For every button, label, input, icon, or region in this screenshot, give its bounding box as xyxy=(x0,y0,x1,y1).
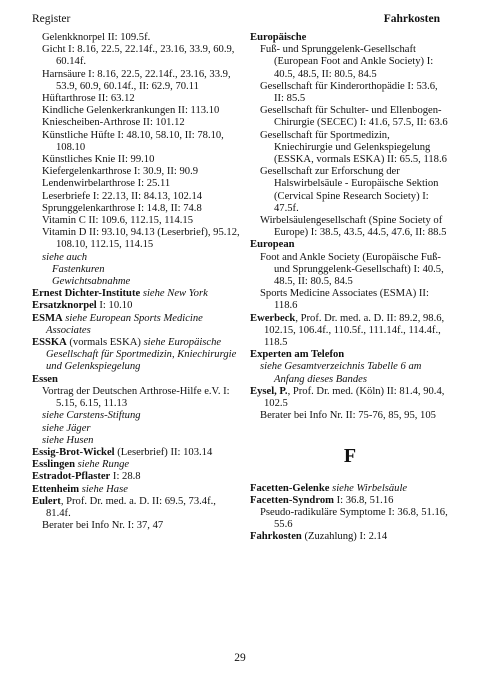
entry-heading: Esslingen xyxy=(32,459,75,471)
index-subentry: Fuß- und Sprunggelenk-Gesellschaft (European Foot and Ankle Society) I: 40.5, 48.5, II: 80.5, 84.5 xyxy=(260,44,434,80)
entry-heading: Essen xyxy=(32,373,58,385)
cross-reference: siehe Wirbelsäule xyxy=(332,482,408,494)
index-entry: Sprunggelenkarthrose I: 14.8, II: 74.8 xyxy=(42,202,202,214)
page-refs: , Prof. Dr. med. a. D. II: 89.2, 98.6, 102.15, 106.4f., 110.5f., 111.14f., 114.4f., 118.5 xyxy=(264,312,445,349)
entry-heading: European xyxy=(250,239,295,251)
page-refs: I: 10.10 xyxy=(99,300,133,312)
index-subentry: Pseudo-radikuläre Symptome I: 36.8, 51.16, 55.6 xyxy=(260,506,448,531)
entry-heading: Ersatzknorpel xyxy=(32,300,97,312)
cross-reference: siehe European Sports Medicine Associates xyxy=(46,312,203,336)
index-entry: Hüftarthrose II: 63.12 xyxy=(42,93,135,105)
index-entry xyxy=(32,459,240,471)
index-subentry: Foot and Ankle Society (Europäische Fuß- und Sprunggelenk-Gesellschaft) I: 40.5, 48.5, II: 80.5, 84.5 xyxy=(260,251,444,288)
index-entry xyxy=(250,531,450,543)
index-entry: Kniescheiben-Arthrose II: 101.12 xyxy=(42,117,185,129)
index-entry xyxy=(32,484,240,496)
entry-heading: Ernest Dichter-Institute xyxy=(32,288,141,300)
cross-reference: Gewichtsabnahme xyxy=(52,276,131,288)
page-refs: (Zuzahlung) I: 2.14 xyxy=(304,531,388,543)
entry-heading: Europäische xyxy=(250,32,307,43)
index-entry xyxy=(250,313,450,350)
entry-heading: Eysel, P. xyxy=(250,385,288,397)
page-refs: (Leserbrief) II: 103.14 xyxy=(117,446,213,458)
page-refs: , Prof. Dr. med. (Köln) II: 81.4, 90.4, 102.5 xyxy=(264,385,445,410)
index-subentry: Vortrag der Deutschen Arthrose-Hilfe e.V. I: 5.15, 6.15, 11.13 xyxy=(42,385,230,410)
index-entry xyxy=(250,495,450,507)
entry-heading: Eulert xyxy=(32,495,61,507)
index-entry xyxy=(32,300,240,312)
index-entry: Gicht I: 8.16, 22.5, 22.14f., 23.16, 33.9, 60.9, 60.14f. xyxy=(42,44,235,68)
index-subentry: Gesellschaft für Kinderorthopädie I: 53.6, II: 85.5 xyxy=(260,80,438,105)
index-subentry: Gesellschaft für Sportmedizin, Kniechirurgie und Gelenkspiegelung (ESSKA, vormals ESKA) II: 65.5, 118.6 xyxy=(260,129,447,166)
section-letter: F xyxy=(343,444,357,467)
index-entry xyxy=(32,447,240,459)
index-subentry: Berater bei Info Nr. II: 75-76, 85, 95, 105 xyxy=(260,410,436,422)
index-entry: Lendenwirbelarthrose I: 25.11 xyxy=(42,178,171,190)
index-column-left xyxy=(32,32,240,532)
index-entry: Vitamin C II: 109.6, 112.15, 114.15 xyxy=(42,215,194,227)
index-entry: Vitamin D II: 93.10, 94.13 (Leserbrief), 95.12, 108.10, 112.15, 114.15 xyxy=(42,227,240,251)
cross-reference: siehe Hase xyxy=(81,483,128,495)
page-refs: I: 36.8, 51.16 xyxy=(336,494,394,506)
index-entry: Leserbriefe I: 22.13, II: 84.13, 102.14 xyxy=(42,190,203,202)
cross-reference: siehe Jäger xyxy=(42,422,91,434)
entry-heading: Facetten-Syndrom xyxy=(250,494,334,506)
cross-reference: siehe Husen xyxy=(42,434,94,446)
index-subentry: Gesellschaft für Schulter- und Ellenbogen-Chirurgie (SECEC) I: 41.6, 57.5, II: 63.6 xyxy=(260,105,448,129)
cross-reference: siehe Carstens-Stiftung xyxy=(42,410,141,422)
index-subentry: Sports Medicine Associates (ESMA) II: 118.6 xyxy=(260,288,429,312)
entry-note: (vormals ESKA) xyxy=(69,337,141,349)
entry-heading: Ewerbeck xyxy=(250,312,296,324)
entry-heading: ESMA xyxy=(32,312,63,324)
index-subentry: Berater bei Info Nr. I: 37, 47 xyxy=(42,520,164,532)
index-entry xyxy=(32,288,240,300)
cross-reference: siehe New York xyxy=(142,288,208,300)
running-header-left: Register xyxy=(32,13,71,25)
entry-heading: ESSKA xyxy=(32,337,67,349)
entry-heading: Facetten-Gelenke xyxy=(250,482,330,494)
index-entry: Künstliche Hüfte I: 48.10, 58.10, II: 78.10, 108.10 xyxy=(42,129,224,153)
index-subentry: Gesellschaft zur Erforschung der Halswirbelsäule - Europäische Sektion (Cervical Spine Research Society) I: 47.5f. xyxy=(260,166,439,214)
cross-reference: siehe Runge xyxy=(77,459,130,471)
entry-heading: Ettenheim xyxy=(32,483,80,495)
page-number: 29 xyxy=(234,652,246,664)
page-refs: I: 28.8 xyxy=(112,471,141,483)
index-entry xyxy=(250,483,450,495)
cross-reference: siehe Gesamtverzeichnis Tabelle 6 am Anfang dieses Bandes xyxy=(260,361,422,385)
entry-heading: Experten am Telefon xyxy=(250,349,345,361)
index-column-right xyxy=(250,32,450,544)
index-entry: Kiefergelenkarthrose I: 30.9, II: 90.9 xyxy=(42,166,199,178)
index-entry: Harnsäure I: 8.16, 22.5, 22.14f., 23.16, 33.9, 53.9, 60.9, 60.14f., II: 62.9, 70.11 xyxy=(42,68,231,92)
cross-reference: siehe auch xyxy=(42,251,88,263)
running-header-right: Fahrkosten xyxy=(383,13,440,25)
index-entry: Kindliche Gelenkerkrankungen II: 113.10 xyxy=(42,105,220,117)
index-subentry: Wirbelsäulengesellschaft (Spine Society of Europe) I: 38.5, 43.5, 44.5, 47.6, II: 88.5 xyxy=(260,215,447,239)
entry-heading: Essig-Brot-Wickel xyxy=(32,446,115,458)
index-entry xyxy=(250,386,450,410)
entry-heading: Estradot-Pflaster xyxy=(32,471,111,483)
index-entry: Künstliches Knie II: 99.10 xyxy=(42,154,155,166)
index-entry xyxy=(32,471,240,483)
index-entry xyxy=(32,496,240,520)
index-entry xyxy=(32,313,240,337)
cross-reference: siehe Europäische Gesellschaft für Sportmedizin, Kniechirurgie und Gelenkspiegelung xyxy=(46,337,237,373)
index-entry: Gelenkknorpel II: 109.5f. xyxy=(42,32,151,43)
index-entry xyxy=(32,337,240,374)
entry-heading: Fahrkosten xyxy=(250,531,302,543)
cross-reference: Fastenkuren xyxy=(52,263,105,275)
page-refs: , Prof. Dr. med. a. D. II: 69.5, 73.4f., 81.4f. xyxy=(46,495,216,519)
